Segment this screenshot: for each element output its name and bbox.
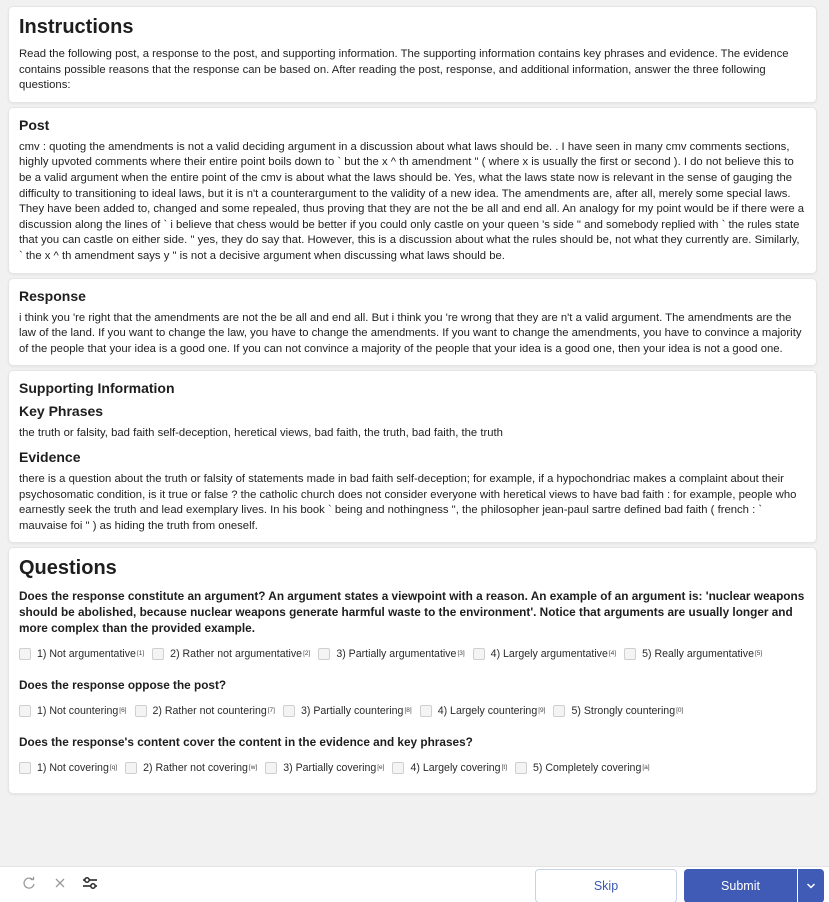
checkbox[interactable] [624, 648, 636, 660]
checkbox[interactable] [283, 705, 295, 717]
checkbox[interactable] [392, 762, 404, 774]
hotkey-label: [t] [501, 763, 507, 771]
checkbox[interactable] [265, 762, 277, 774]
checkbox[interactable] [19, 648, 31, 660]
evidence-title: Evidence [19, 448, 81, 465]
chevron-down-icon [806, 877, 816, 895]
hotkey-label: [8] [404, 706, 412, 714]
response-title: Response [19, 287, 86, 304]
submit-options-button[interactable] [798, 869, 824, 902]
key-phrases-text: the truth or falsity, bad faith self-deception, heretical views, bad faith, the truth, bad faith, the truth [19, 427, 503, 440]
bottom-toolbar [0, 866, 829, 902]
option-partially-countering[interactable]: 3) Partially countering [8] [283, 705, 412, 717]
checkbox[interactable] [125, 762, 137, 774]
hotkey-label: [e] [377, 763, 385, 771]
question-coverage: Does the response's content cover the content in the evidence and key phrases? [19, 735, 473, 750]
hotkey-label: [2] [303, 649, 311, 657]
post-title: Post [19, 116, 50, 133]
hotkey-label: [7] [267, 706, 275, 714]
redo-icon[interactable] [22, 876, 36, 893]
questions-title: Questions [19, 557, 117, 580]
hotkey-label: [a] [642, 763, 650, 771]
checkbox[interactable] [19, 762, 31, 774]
settings-sliders-icon[interactable] [82, 876, 98, 893]
option-partially-argumentative[interactable]: 3) Partially argumentative [3] [318, 648, 464, 660]
checkbox[interactable] [553, 705, 565, 717]
hotkey-label: [3] [457, 649, 465, 657]
close-icon[interactable] [54, 876, 66, 893]
option-partially-covering[interactable]: 3) Partially covering [e] [265, 762, 384, 774]
option-completely-covering[interactable]: 5) Completely covering [a] [515, 762, 650, 774]
instructions-text: Read the following post, a response to the post, and supporting information. The supporting information contains key phrases and evidence. The evidence contains possible reasons that the response can be based on. After reading the post, response, and additional information, answer the three following questions: [19, 48, 789, 92]
checkbox[interactable] [420, 705, 432, 717]
supporting-information-card [8, 370, 817, 543]
option-largely-argumentative[interactable]: 4) Largely argumentative [4] [473, 648, 616, 660]
annotation-page [8, 6, 817, 798]
option-largely-countering[interactable]: 4) Largely countering [9] [420, 705, 546, 717]
option-really-argumentative[interactable]: 5) Really argumentative [5] [624, 648, 762, 660]
evidence-text: there is a question about the truth or falsity of statements made in bad faith self-deception; for example, if a hypochondriac makes a complaint about their psychosomatic condition, is it true or false ? the catholic church does not consider everyone with heretical views to have bad faith : for example, people who earnestly seek the truth and lead exemplary lives. In his book ` being and nothingness ", the philosopher jean-paul sartre defined bad faith ( french : ` mauvaise foi " ) as hiding the truth from oneself. [19, 472, 797, 532]
option-rather-not-countering[interactable]: 2) Rather not countering [7] [135, 705, 275, 717]
supporting-information-title: Supporting Information [19, 380, 175, 397]
option-strongly-countering[interactable]: 5) Strongly countering [0] [553, 705, 683, 717]
option-rather-not-argumentative[interactable]: 2) Rather not argumentative [2] [152, 648, 310, 660]
question-oppose: Does the response oppose the post? [19, 678, 227, 693]
option-largely-covering[interactable]: 4) Largely covering [t] [392, 762, 507, 774]
option-not-argumentative[interactable]: 1) Not argumentative [1] [19, 648, 144, 660]
options-coverage [19, 762, 806, 774]
questions-card [8, 547, 817, 794]
key-phrases-title: Key Phrases [19, 403, 104, 420]
hotkey-label: [9] [538, 706, 546, 714]
option-rather-not-covering[interactable]: 2) Rather not covering [w] [125, 762, 257, 774]
instructions-card [8, 6, 817, 103]
checkbox[interactable] [19, 705, 31, 717]
hotkey-label: [5] [754, 649, 763, 657]
hotkey-label: [6] [119, 706, 127, 714]
options-oppose [19, 705, 806, 717]
checkbox[interactable] [318, 648, 330, 660]
question-argument: Does the response constitute an argument? An argument states a viewpoint with a reason. An example of an argument is: 'nuclear weapons should be abolished, because nuclear weapons generate harmful waste to the environment'. Notice that arguments are usually longer and more complex than the provided example. [19, 589, 805, 636]
hotkey-label: [1] [136, 649, 145, 657]
checkbox[interactable] [515, 762, 527, 774]
option-not-covering[interactable]: 1) Not covering [q] [19, 762, 117, 774]
checkbox[interactable] [152, 648, 164, 660]
skip-button[interactable]: Skip [535, 869, 677, 902]
hotkey-label: [0] [676, 706, 684, 714]
post-card [8, 107, 817, 274]
instructions-title: Instructions [19, 16, 134, 38]
response-card [8, 278, 817, 367]
checkbox[interactable] [135, 705, 147, 717]
hotkey-label: [q] [109, 763, 118, 771]
option-not-countering[interactable]: 1) Not countering [6] [19, 705, 127, 717]
response-text: i think you 're right that the amendments are not the be all and end all. But i think you 're wrong that they are n't a valid argument. The amendments are the law of the land. If you want to change the law, you have to change the amendments. If you want to change the amendments, you have to convince a majority of the people that your idea is a good one. If you can not convince a majority of the people that your idea is a good one, then your idea is not a good one. [19, 311, 802, 355]
hotkey-label: [w] [248, 763, 258, 771]
checkbox[interactable] [473, 648, 485, 660]
hotkey-label: [4] [608, 649, 617, 657]
options-argument [19, 648, 806, 660]
submit-button[interactable]: Submit [684, 869, 797, 902]
post-text: cmv : quoting the amendments is not a valid deciding argument in a discussion about what laws should be. . I have seen in many cmv comments sections, highly upvoted comments where their entire point boils down to ` but the x ^ th amendment " ( where x is usually the first or second ). I do not believe this to be a valid argument when the entire point of the cmv is about what the laws should be. Yes, what the laws state now is relevant in the sense of gauging the difficulty to transitioning to ideal laws, but it is n't a counterargument to the validity of a new idea. The amendments are, after all, merely some special laws. They have been added to, changed and some repealed, thus proving that they are not the be all and end all. An analogy for my point would be if there were a discussion along the lines of ` i believe that chess would be better if you could only castle on your queen 's side " and somebody replied with ` the rules state that you can castle on either side. " yes, they do say that. However, this is a discussion about what the rules should be, not what they currently are. Similarly, ` the x ^ th amendment says y " is not a decisive argument when discussing what laws should be. [19, 140, 805, 262]
